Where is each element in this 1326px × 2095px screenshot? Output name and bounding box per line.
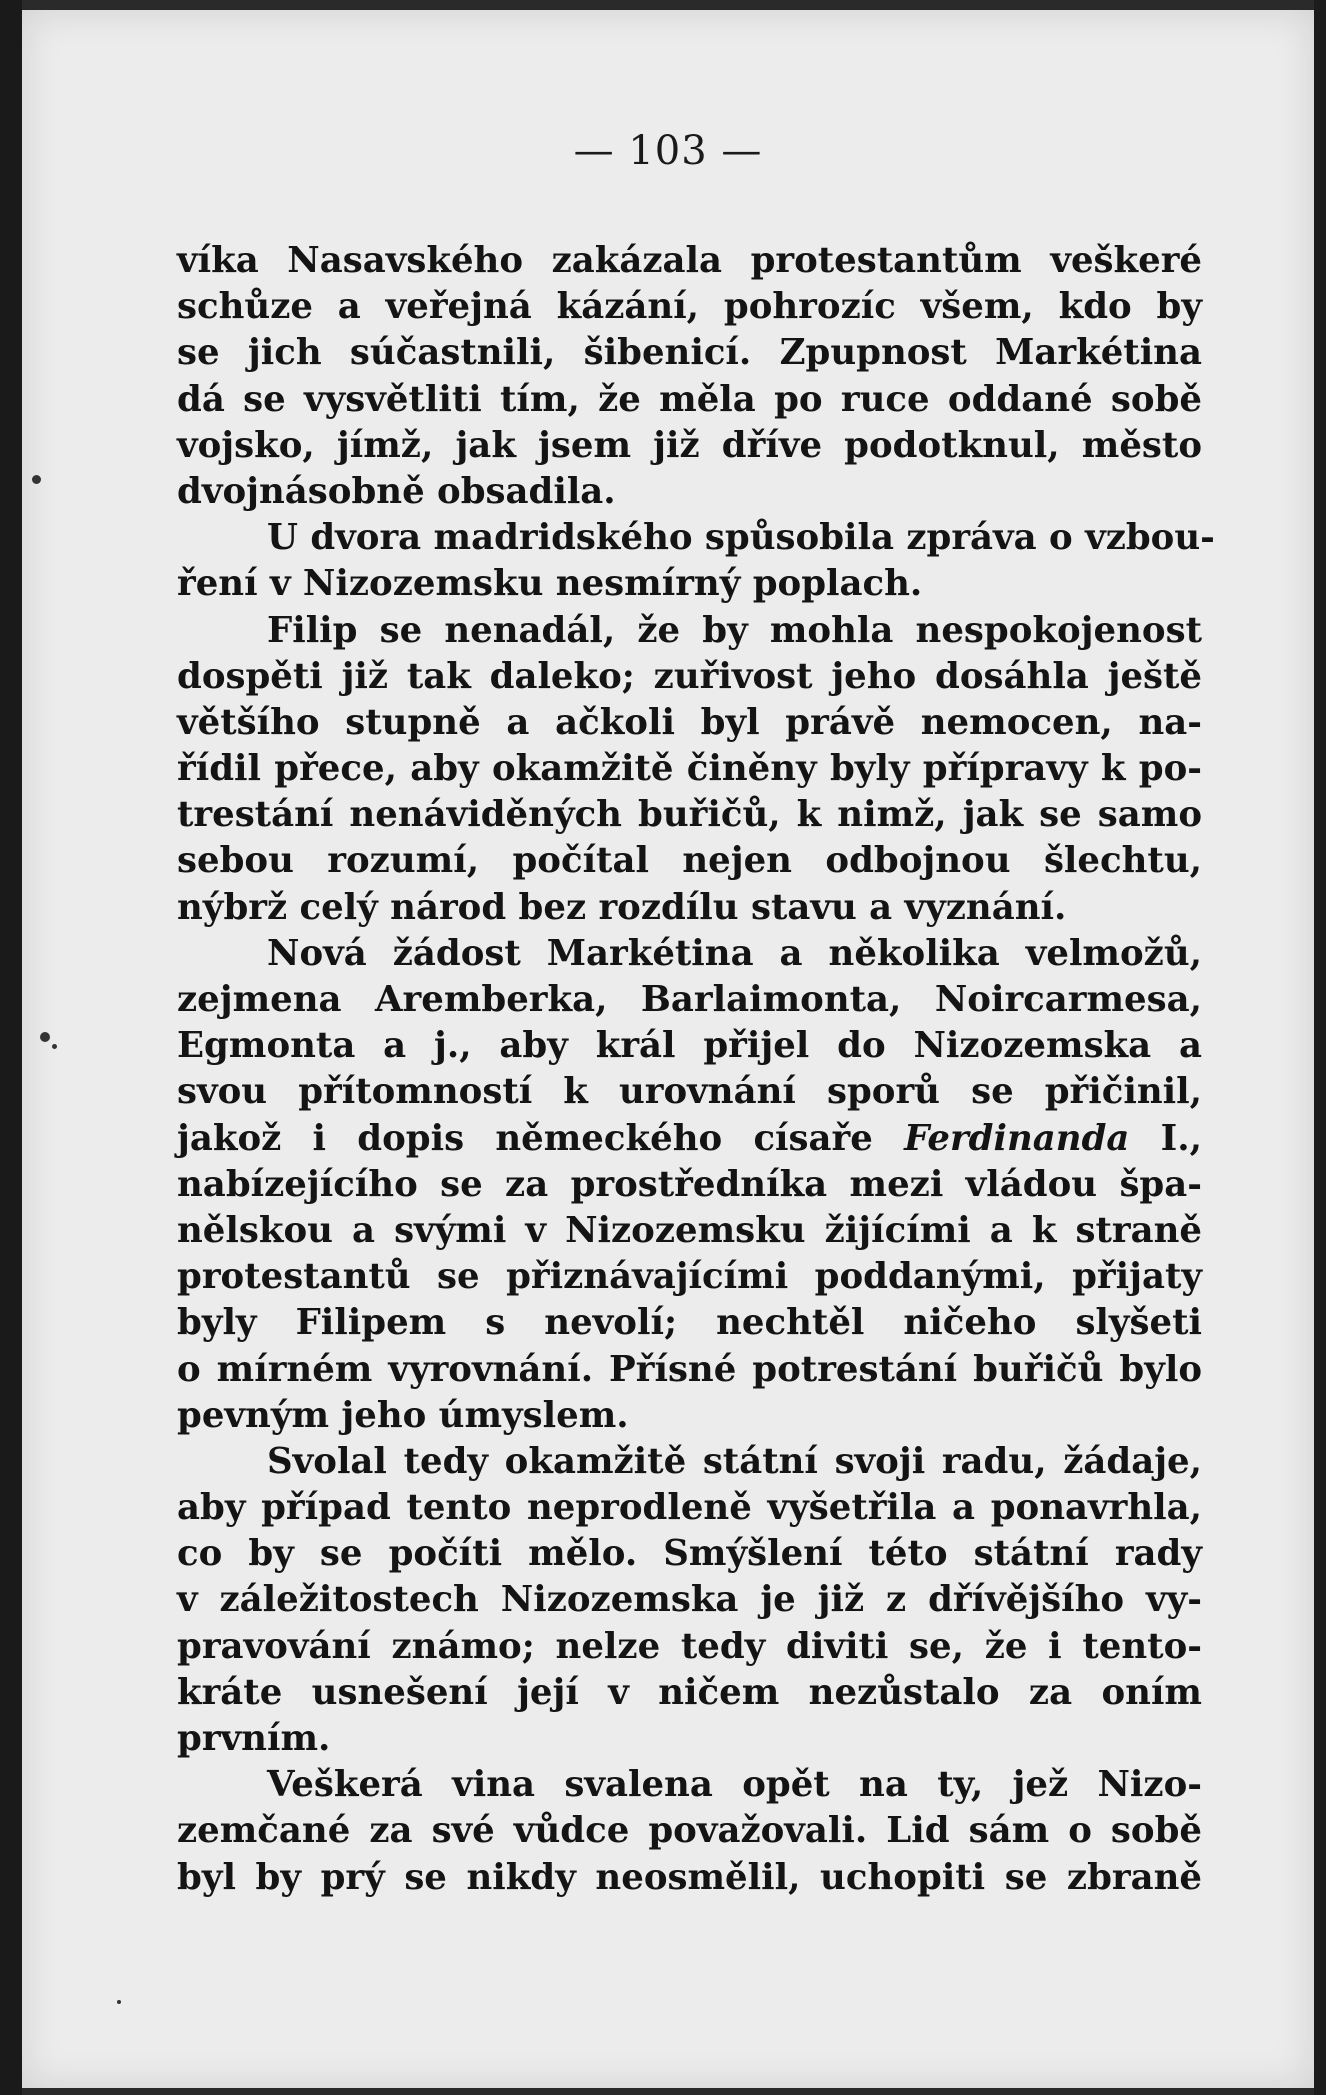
text-line: sebou rozumí, počítal nejen odbojnou šlechtu, <box>177 840 1202 882</box>
text-line: aby případ tento neprodleně vyšetřila a ponavrhla, <box>177 1487 1202 1529</box>
text-line: o mírném vyrovnání. Přísné potrestání buřičů bylo <box>177 1348 1202 1390</box>
text-line: Veškerá vina svalena opět na ty, jež Nizo- <box>267 1764 1202 1806</box>
text-line: byly Filipem s nevolí; nechtěl ničeho slyšeti <box>177 1302 1202 1344</box>
text-line: dospěti již tak daleko; zuřivost jeho dosáhla ještě <box>177 655 1202 697</box>
text-line: v záležitostech Nizozemska je již z dřívějšího vy- <box>177 1579 1202 1621</box>
text-segment: jakož i dopis německého císaře <box>177 1117 905 1159</box>
paper-speck <box>32 475 41 484</box>
text-line: Egmonta a j., aby král přijel do Nizozemska a <box>177 1025 1202 1067</box>
text-line: se jich súčastnili, šibenicí. Zpupnost Markétina <box>177 332 1202 374</box>
book-binding-edge <box>0 0 22 2095</box>
text-segment: I., <box>1129 1117 1202 1159</box>
text-line: schůze a veřejná kázání, pohrozíc všem, kdo by <box>177 286 1202 328</box>
paper-speck <box>52 1044 57 1049</box>
text-line: víka Nasavského zakázala protestantům veškeré <box>177 240 1202 281</box>
text-line: nýbrž celý národ bez rozdílu stavu a vyznání. <box>177 886 1067 928</box>
text-line: vojsko, jímž, jak jsem již dříve podotknul, město <box>177 424 1202 466</box>
text-line: dá se vysvětliti tím, že měla po ruce oddané sobě <box>177 378 1202 420</box>
text-line <box>177 1116 1202 1162</box>
text-line: Svolal tedy okamžitě státní svoji radu, žádaje, <box>267 1440 1202 1482</box>
paper-speck <box>40 1032 50 1042</box>
italic-name: Ferdinanda <box>904 1117 1130 1159</box>
text-line: ření v Nizozemsku nesmírný poplach. <box>177 563 923 605</box>
text-line: prvním. <box>177 1718 331 1759</box>
text-line: Nová žádost Markétina a několika velmožů, <box>267 932 1202 974</box>
text-line: co by se počíti mělo. Smýšlení této státní rady <box>177 1533 1202 1575</box>
text-line: Filip se nenadál, že by mohla nespokojenost <box>267 609 1202 651</box>
text-line: pravování známo; nelze tedy diviti se, že i tento- <box>177 1625 1202 1667</box>
text-line: dvojnásobně obsadila. <box>177 470 616 512</box>
text-line: protestantů se přiznávajícími poddanými, přijaty <box>177 1256 1202 1298</box>
book-page <box>22 10 1314 2088</box>
text-line: nělskou a svými v Nizozemsku žijícími a k straně <box>177 1209 1202 1251</box>
text-line: řídil přece, aby okamžitě činěny byly přípravy k po- <box>177 748 1202 790</box>
book-page-edge <box>1314 0 1326 2095</box>
text-line: nabízejícího se za prostředníka mezi vládou špa- <box>177 1163 1202 1205</box>
text-line: U dvora madridského spůsobila zpráva o vzbou- <box>267 517 1215 559</box>
text-line: zejmena Aremberka, Barlaimonta, Noircarmesa, <box>177 979 1202 1020</box>
text-line: svou přítomností k urovnání sporů se přičinil, <box>177 1071 1202 1113</box>
text-line: většího stupně a ačkoli byl právě nemocen, na- <box>177 701 1202 743</box>
text-line: pevným jeho úmyslem. <box>177 1394 629 1436</box>
text-line: zemčané za své vůdce považovali. Lid sám o sobě <box>177 1810 1202 1852</box>
page-number: — 103 — <box>573 128 763 174</box>
paper-speck <box>117 2000 121 2004</box>
text-line: kráte usnešení její v ničem nezůstalo za oním <box>177 1671 1202 1713</box>
text-line: byl by prý se nikdy neosmělil, uchopiti se zbraně <box>177 1856 1202 1898</box>
body-text <box>177 238 1215 1901</box>
text-line: trestání nenáviděných buřičů, k nimž, jak se samo <box>177 794 1202 836</box>
